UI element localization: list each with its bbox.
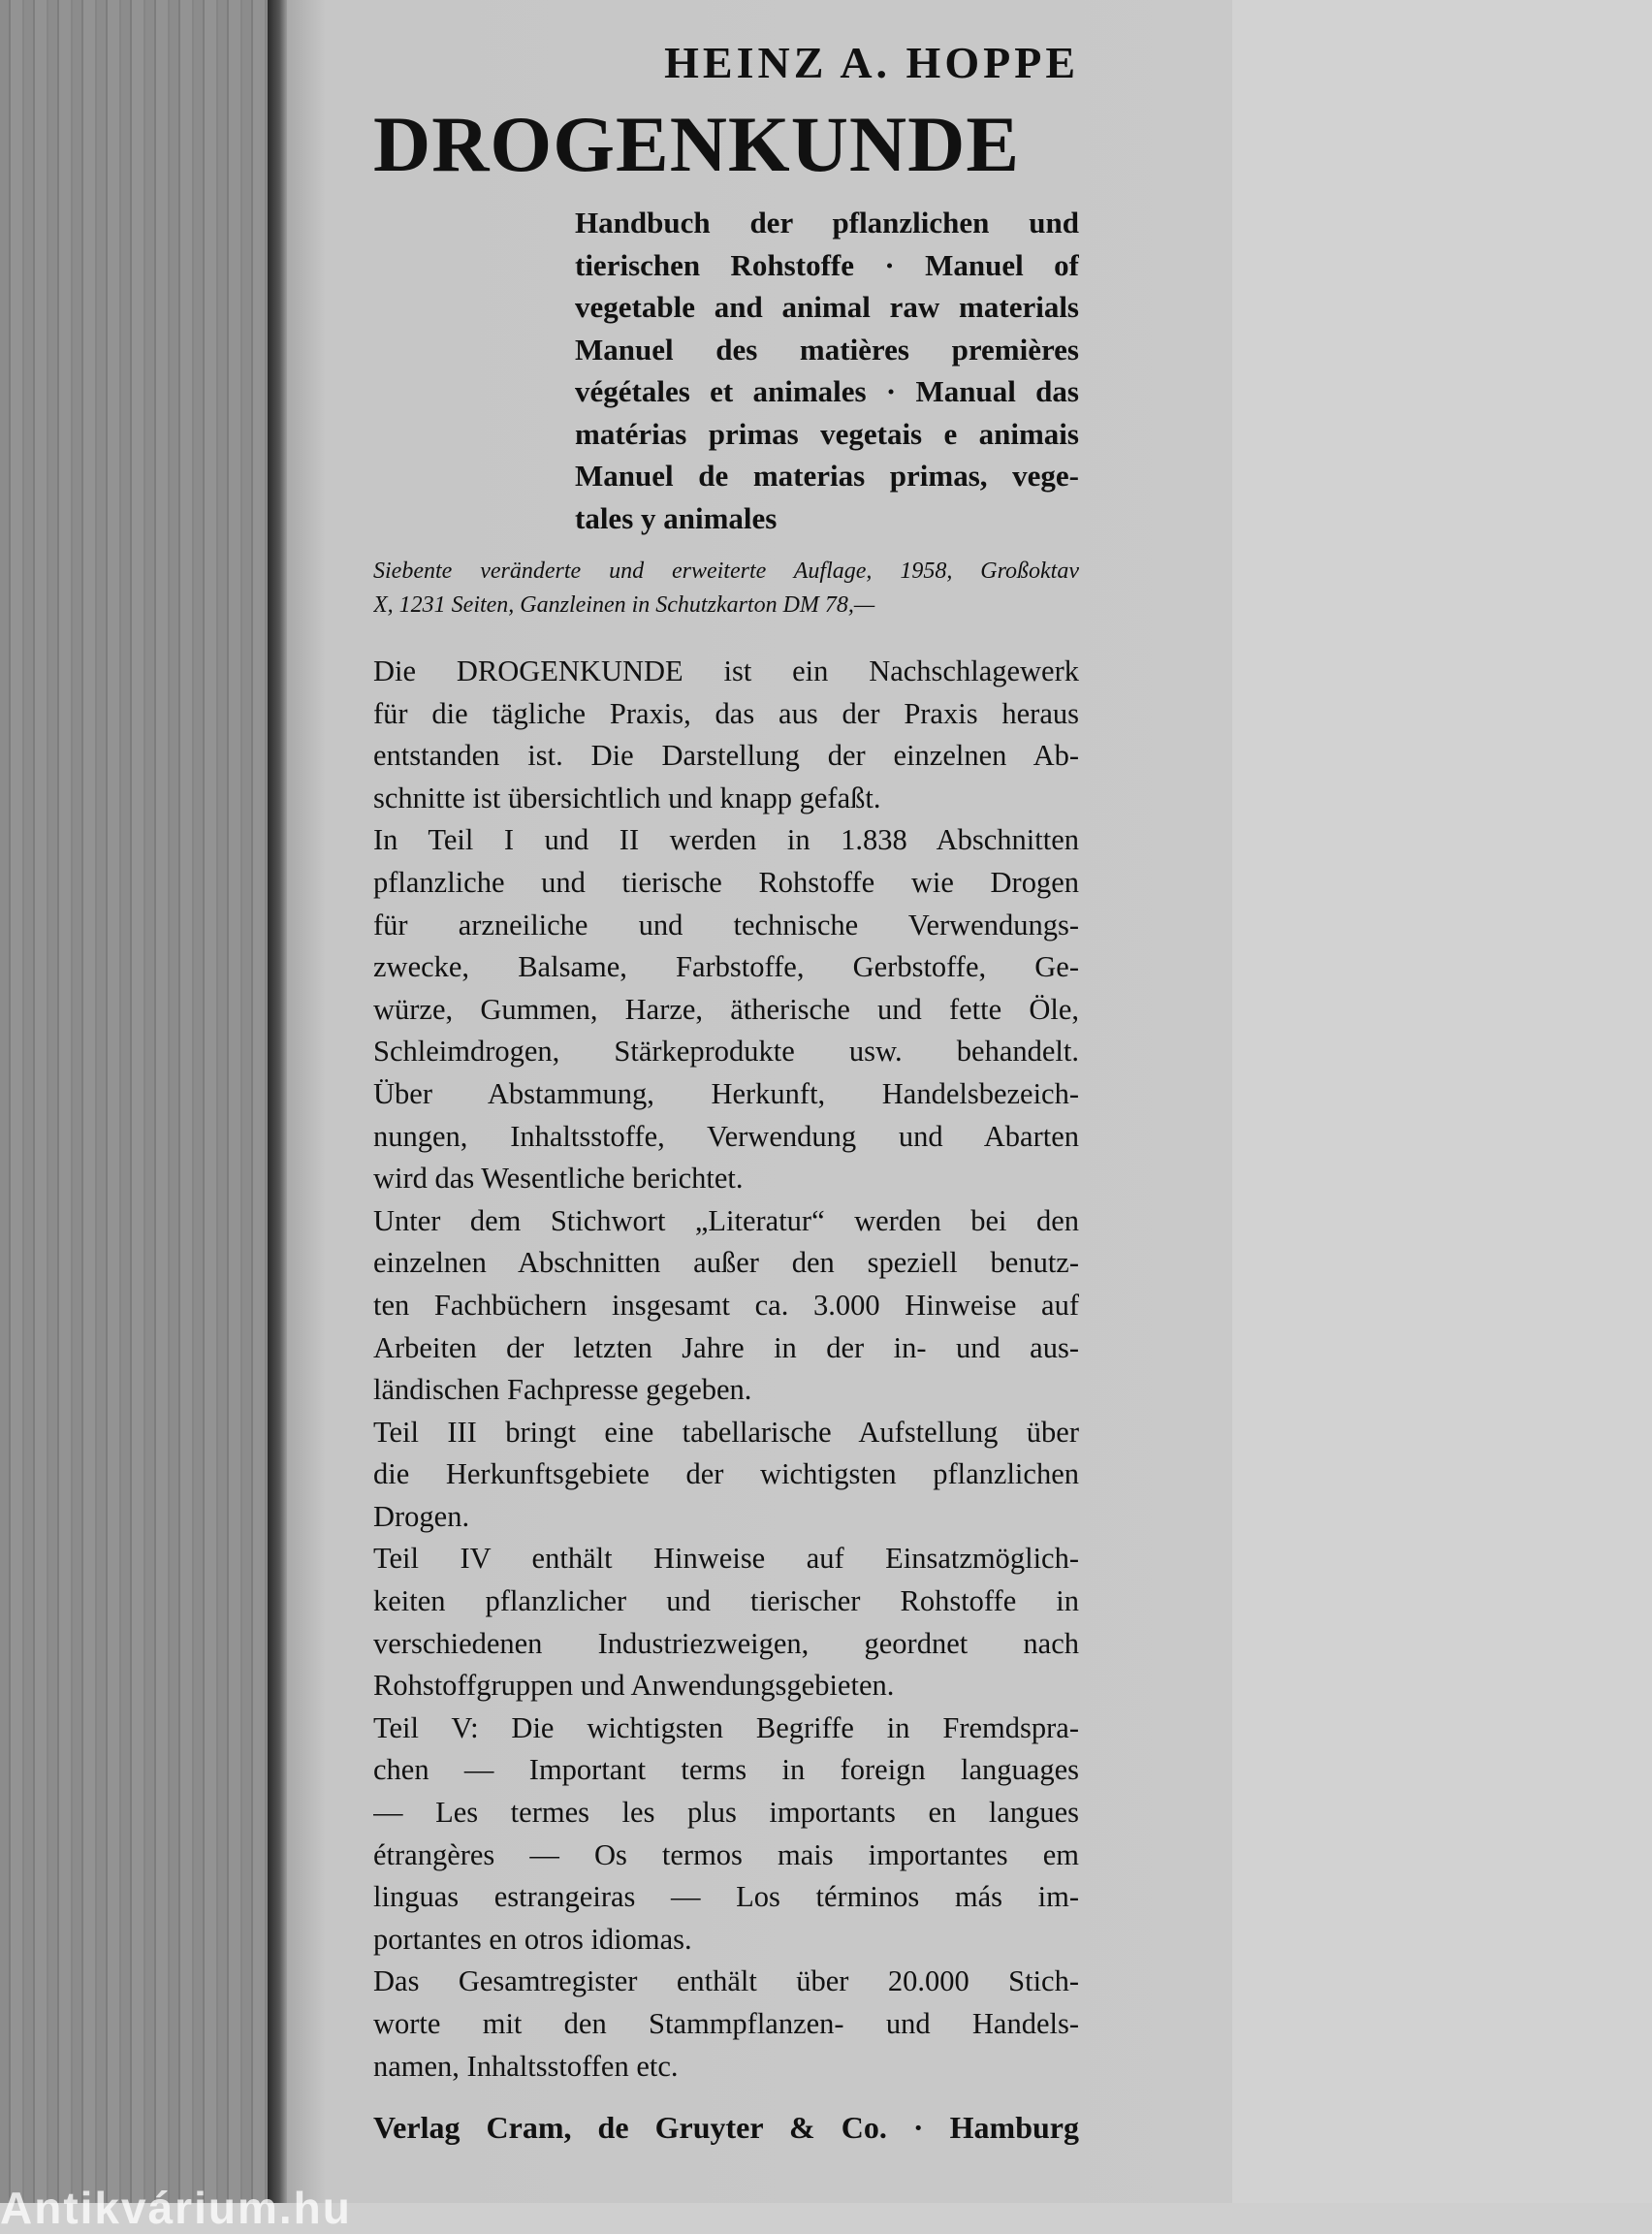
subtitle-line: vegetable and animal raw materials bbox=[575, 290, 1079, 324]
author-name: HEINZ A. HOPPE bbox=[664, 38, 1079, 87]
body-line: Unter dem Stichwort „Literatur“ werden bei den bbox=[373, 1203, 1079, 1237]
body-line: entstanden ist. Die Darstellung der einzelnen Ab- bbox=[373, 739, 1079, 773]
paragraph bbox=[373, 1412, 1079, 1539]
body-line: Teil III bringt eine tabellarische Aufstellung über bbox=[373, 1415, 1079, 1449]
book-title: DROGENKUNDE bbox=[373, 100, 1021, 188]
body-line: keiten pflanzlicher und tierischer Rohstoffe in bbox=[373, 1584, 1079, 1618]
paragraph bbox=[373, 1961, 1079, 2088]
body-line: Schleimdrogen, Stärkeprodukte usw. behandelt. bbox=[373, 1035, 1079, 1069]
left-book-cover bbox=[0, 0, 273, 2203]
body-line: In Teil I und II werden in 1.838 Abschnitten bbox=[373, 823, 1079, 857]
body-line: — Les termes les plus importants en langues bbox=[373, 1796, 1079, 1830]
publisher-footer: Verlag Cram, de Gruyter & Co. · Hamburg bbox=[373, 2110, 1079, 2145]
subtitle-line: tales y animales bbox=[575, 500, 778, 535]
description-body bbox=[373, 651, 1079, 2088]
edition-info bbox=[373, 555, 1079, 622]
body-line: pflanzliche und tierische Rohstoffe wie Drogen bbox=[373, 865, 1079, 899]
body-line: linguas estrangeiras — Los términos más im- bbox=[373, 1880, 1079, 1914]
body-line: Teil IV enthält Hinweise auf Einsatzmöglich- bbox=[373, 1542, 1079, 1576]
body-line: zwecke, Balsame, Farbstoffe, Gerbstoffe, Ge- bbox=[373, 950, 1079, 984]
body-line: Das Gesamtregister enthält über 20.000 Stich- bbox=[373, 1964, 1079, 1998]
body-line: étrangères — Os termos mais importantes em bbox=[373, 1837, 1079, 1871]
subtitle-line: tierischen Rohstoffe · Manuel of bbox=[575, 247, 1079, 282]
edition-line: X, 1231 Seiten, Ganzleinen in Schutzkarton DM 78,— bbox=[373, 592, 875, 618]
body-line: für die tägliche Praxis, das aus der Praxis heraus bbox=[373, 696, 1079, 730]
right-background bbox=[1232, 0, 1652, 2203]
body-line: ländischen Fachpresse gegeben. bbox=[373, 1373, 752, 1407]
body-line: Über Abstammung, Herkunft, Handelsbezeich- bbox=[373, 1076, 1079, 1110]
subtitle-line: Manuel de materias primas, vege- bbox=[575, 459, 1079, 493]
subtitle-line: Manuel des matières premières bbox=[575, 332, 1079, 367]
subtitle-line: Handbuch der pflanzlichen und bbox=[575, 206, 1079, 239]
edition-line: Siebente veränderte und erweiterte Auflage, 1958, Großoktav bbox=[373, 558, 1079, 584]
body-line: Teil V: Die wichtigsten Begriffe in Fremdspra- bbox=[373, 1710, 1079, 1744]
body-line: wird das Wesentliche berichtet. bbox=[373, 1162, 744, 1196]
subtitle-line: végétales et animales · Manual das bbox=[575, 374, 1079, 408]
paragraph bbox=[373, 819, 1079, 1199]
body-line: Rohstoffgruppen und Anwendungsgebieten. bbox=[373, 1669, 895, 1703]
paragraph bbox=[373, 1538, 1079, 1707]
body-line: Arbeiten der letzten Jahre in der in- und aus- bbox=[373, 1330, 1079, 1364]
paragraph bbox=[373, 1707, 1079, 1962]
body-line: würze, Gummen, Harze, ätherische und fette Öle, bbox=[373, 992, 1079, 1026]
body-line: ten Fachbüchern insgesamt ca. 3.000 Hinweise auf bbox=[373, 1288, 1079, 1322]
paragraph bbox=[373, 1200, 1079, 1412]
page-edge-shadow bbox=[268, 0, 287, 2203]
body-line: einzelnen Abschnitten außer den speziell benutz- bbox=[373, 1246, 1079, 1280]
body-line: Die DROGENKUNDE ist ein Nachschlagewerk bbox=[373, 654, 1079, 687]
body-line: verschiedenen Industriezweigen, geordnet nach bbox=[373, 1626, 1079, 1660]
body-line: nungen, Inhaltsstoffe, Verwendung und Abarten bbox=[373, 1119, 1079, 1153]
body-line: Drogen. bbox=[373, 1499, 470, 1533]
body-line: die Herkunftsgebiete der wichtigsten pflanzlichen bbox=[373, 1457, 1079, 1491]
subtitle-block bbox=[575, 202, 1079, 539]
paragraph bbox=[373, 651, 1079, 819]
body-line: namen, Inhaltsstoffen etc. bbox=[373, 2049, 679, 2083]
body-line: portantes en otros idiomas. bbox=[373, 1922, 692, 1956]
body-line: chen — Important terms in foreign languages bbox=[373, 1753, 1079, 1787]
body-line: worte mit den Stammpflanzen- und Handels- bbox=[373, 2007, 1079, 2040]
watermark: Antikvárium.hu bbox=[0, 2183, 352, 2233]
subtitle-line: matérias primas vegetais e animais bbox=[575, 416, 1079, 451]
body-line: schnitte ist übersichtlich und knapp gefaßt. bbox=[373, 781, 881, 814]
body-line: für arzneiliche und technische Verwendungs- bbox=[373, 908, 1079, 941]
